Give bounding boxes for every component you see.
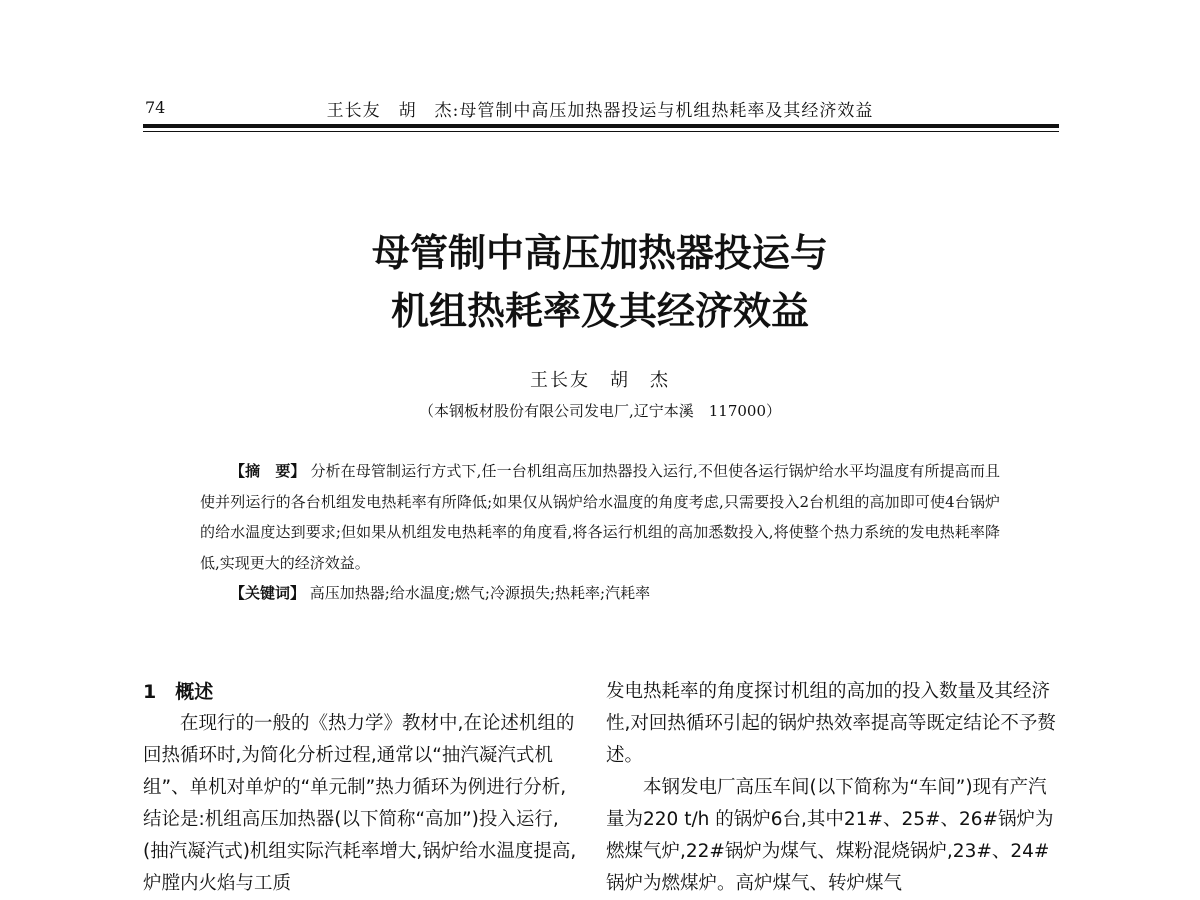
authors: 王长友 胡 杰 — [530, 370, 670, 391]
left-column — [143, 676, 578, 900]
abstract-label: 【摘 要】 — [230, 462, 306, 480]
abstract-text: 分析在母管制运行方式下,任一台机组高压加热器投入运行,不但使各运行锅炉给水平均温度有所提高而且使并列运行的各台机组发电热耗率有所降低;如果仅从锅炉给水温度的角度考虑,只需要投入2台机组的高加即可使4台锅炉的给水温度达到要求;但如果从机组发电热耗率的角度看,将各运行机组的高加悉数投入,将使整个热力系统的发电热耗率降低,实现更大的经济效益。 — [200, 462, 1000, 572]
section-heading: 1 概述 — [143, 681, 214, 703]
abstract — [200, 456, 1000, 609]
paper-title-line1: 母管制中高压加热器投运与 — [371, 231, 828, 275]
body-paragraph: 在现行的一般的《热力学》教材中,在论述机组的回热循环时,为简化分析过程,通常以“抽汽凝汽式机组”、单机对单炉的“单元制”热力循环为例进行分析,结论是:机组高压加热器(以下简称“高加”)投入运行,(抽汽凝汽式)机组实际汽耗率增大,锅炉给水温度提高,炉膛内火焰与工质 — [143, 713, 577, 894]
page-number: 74 — [145, 98, 166, 117]
running-title: 王长友 胡 杰:母管制中高压加热器投运与机组热耗率及其经济效益 — [326, 101, 874, 121]
right-column — [606, 676, 1058, 900]
keywords: 高压加热器;给水温度;燃气;冷源损失;热耗率;汽耗率 — [309, 584, 651, 602]
header-rule-thick — [143, 124, 1059, 128]
affiliation: （本钢板材股份有限公司发电厂,辽宁本溪 117000） — [418, 402, 782, 420]
header-rule-thin — [143, 131, 1059, 132]
body-paragraph: 发电热耗率的角度探讨机组的高加的投入数量及其经济性,对回热循环引起的锅炉热效率提高等既定结论不予赘述。 — [606, 681, 1056, 766]
keywords-label: 【关键词】 — [230, 584, 306, 602]
body-paragraph: 本钢发电厂高压车间(以下简称为“车间”)现有产汽量为220 t/h 的锅炉6台,其中21#、25#、26#锅炉为燃煤气炉,22#锅炉为煤气、煤粉混烧锅炉,23#、24#锅炉为燃煤炉。高炉煤气、转炉煤气 — [606, 777, 1054, 894]
paper-title-line2: 机组热耗率及其经济效益 — [390, 289, 809, 333]
